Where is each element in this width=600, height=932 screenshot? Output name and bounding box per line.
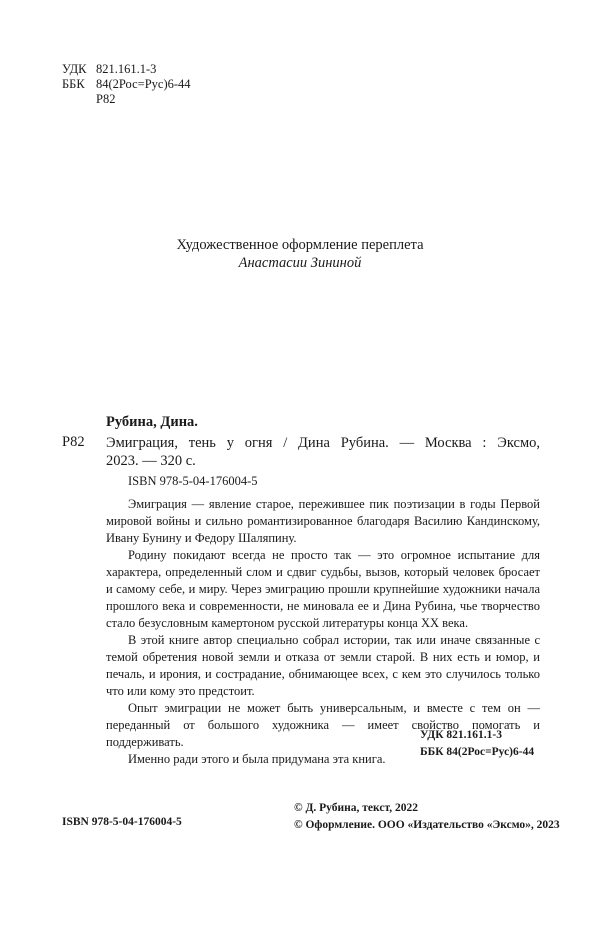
annotation-paragraph: В этой книге автор специально собрал истории, так или иначе связанные с темой обретения новой земли и отказа от земли старой. В них есть и юмор, и печаль, и ирония, и сострадание, обнимающее всех, с кем это случилось только что или кому это предстоит. [106,633,540,698]
author-heading: Рубина, Дина. [106,414,198,430]
isbn-footer: ISBN 978-5-04-176004-5 [62,816,182,828]
author-mark-left: Р82 [62,434,85,450]
copyright-text: © Д. Рубина, текст, 2022 [294,802,418,814]
annotation-paragraph: Эмиграция — явление старое, пережившее пик поэтизации в годы Первой мировой войны и сильно романтизированное благодаря Василию Кандинскому, Ивану Бунину и Федору Шаляпину. [106,497,540,545]
illustrator-name: Анастасии Зининой [238,255,362,271]
bbk-value: 84(2Рос=Рус)6-44 [96,77,191,91]
bbk-label: ББК [62,77,85,91]
biblio-line-1: Эмиграция, тень у огня / Дина Рубина. — Москва : Эксмо, [106,435,540,451]
bibliographic-record [106,434,540,470]
copyright-design: © Оформление. ООО «Издательство «Эксмо», 2023 [294,819,560,831]
udk-label: УДК [62,62,87,76]
biblio-line-2: 2023. — 320 с. [106,453,196,469]
classification-codes [62,62,191,107]
credit-line: Художественное оформление переплета [176,237,424,253]
annotation-paragraph: Опыт эмиграции не может быть универсальным, и вместе с тем он — переданный от большого художника — имеет свойство помогать и поддерживать. [106,701,540,749]
isbn-record: ISBN 978-5-04-176004-5 [128,474,258,488]
design-credit [0,236,600,272]
annotation-paragraph: Родину покидают всегда не просто так — это огромное испытание для характера, определенный слом и сдвиг судьбы, вызов, который человек бросает и самому себе, и миру. Через эмиграцию прошли крупнейшие художники начала прошлого века и современности, не миновала ее и Дина Рубина, чье творчество стало безусловным камертоном русской литературы конца XX века. [106,548,540,630]
copyright-block [294,800,560,834]
classification-codes-footer [420,727,534,761]
annotation-paragraph: Именно ради этого и была придумана эта книга. [128,752,386,766]
author-mark: Р82 [96,92,116,106]
bbk-footer: ББК 84(2Рос=Рус)6-44 [420,746,535,758]
udk-footer: УДК 821.161.1-3 [420,729,502,741]
udk-value: 821.161.1-3 [96,62,157,76]
